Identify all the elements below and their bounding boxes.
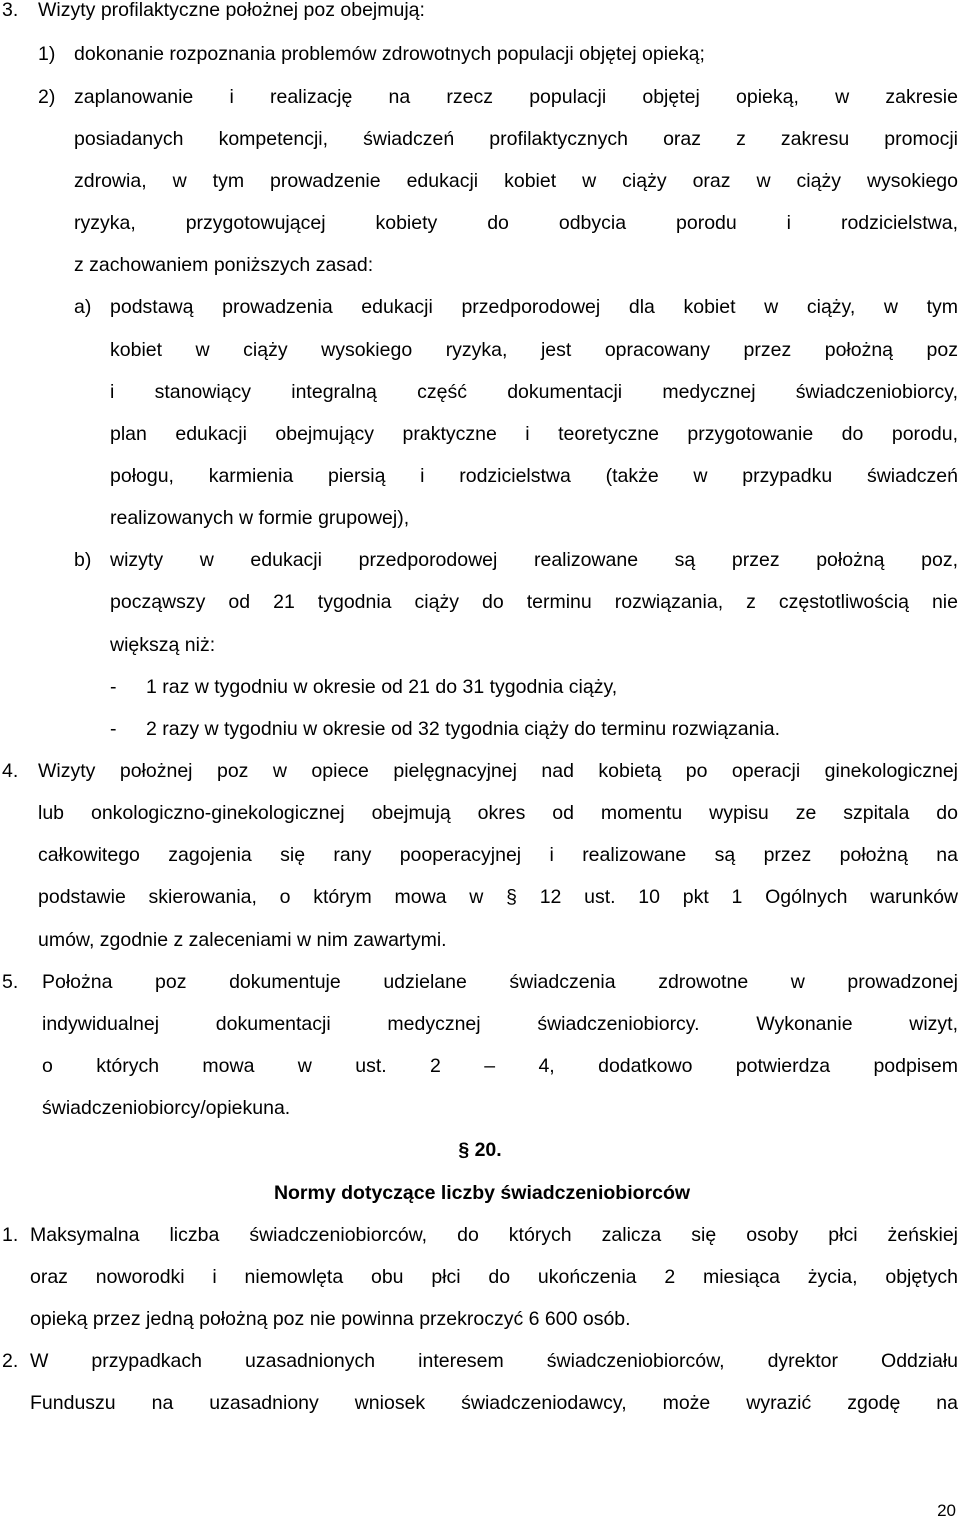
- section-title: Normy dotyczące liczby świadczeniobiorców: [273, 1182, 691, 1204]
- item-a-line-3: i stanowiący integralną część dokumentacji medycznej świadczeniobiorcy,: [110, 381, 958, 403]
- list-marker-3-1: 1): [38, 43, 56, 65]
- item-3-1-line: dokonanie rozpoznania problemów zdrowotnych populacji objętej opieką;: [74, 43, 705, 65]
- page-number: 20: [937, 1501, 956, 1520]
- item-5-line-3: o których mowa w ust. 2 – 4, dodatkowo potwierdza podpisem: [42, 1055, 958, 1077]
- list-marker-3-2: 2): [38, 86, 56, 108]
- item-b-line-1: wizyty w edukacji przedporodowej realizowane są przez położną poz,: [110, 549, 958, 571]
- list-marker-s2: 2.: [2, 1350, 19, 1372]
- item-3-2-line-4: ryzyka, przygotowującej kobiety do odbycia porodu i rodzicielstwa,: [74, 212, 958, 234]
- item-a-line-6: realizowanych w formie grupowej),: [110, 507, 410, 529]
- item-3-2-line-1: zaplanowanie i realizację na rzecz populacji objętej opieką, w zakresie: [74, 86, 958, 108]
- item-4-line-1: Wizyty położnej poz w opiece pielęgnacyjnej nad kobietą po operacji ginekologicznej: [38, 760, 958, 782]
- item-4-line-4: podstawie skierowania, o którym mowa w § 12 ust. 10 pkt 1 Ogólnych warunków: [38, 886, 958, 908]
- list-marker-b: b): [74, 549, 92, 571]
- item-4-line-2: lub onkologiczno-ginekologicznej obejmują okres od momentu wypisu ze szpitala do: [38, 802, 958, 824]
- dash-marker-2: -: [110, 718, 117, 740]
- item-3-line-1: Wizyty profilaktyczne położnej poz obejmują:: [38, 0, 425, 21]
- section-item-1-line-3: opieką przez jedną położną poz nie powinna przekroczyć 6 600 osób.: [30, 1308, 631, 1330]
- section-item-2-line-1: W przypadkach uzasadnionych interesem świadczeniobiorców, dyrektor Oddziału: [30, 1350, 958, 1372]
- item-4-line-5: umów, zgodnie z zaleceniami w nim zawartymi.: [38, 929, 447, 951]
- item-5-line-1: Położna poz dokumentuje udzielane świadczenia zdrowotne w prowadzonej: [42, 971, 958, 993]
- item-a-line-5: połogu, karmienia piersią i rodzicielstwa (także w przypadku świadczeń: [110, 465, 958, 487]
- item-5-line-2: indywidualnej dokumentacji medycznej świadczeniobiorcy. Wykonanie wizyt,: [42, 1013, 958, 1035]
- section-number: § 20.: [458, 1139, 502, 1161]
- list-marker-s1: 1.: [2, 1224, 19, 1246]
- list-marker-3: 3.: [2, 0, 19, 21]
- list-marker-5: 5.: [2, 971, 19, 993]
- list-marker-4: 4.: [2, 760, 19, 782]
- section-item-1-line-1: Maksymalna liczba świadczeniobiorców, do których zalicza się osoby płci żeńskiej: [30, 1224, 958, 1246]
- item-b-line-3: większą niż:: [110, 634, 216, 656]
- item-3-2-line-3: zdrowia, w tym prowadzenie edukacji kobiet w ciąży oraz w ciąży wysokiego: [74, 170, 958, 192]
- item-3-2-line-5: z zachowaniem poniższych zasad:: [74, 254, 374, 276]
- item-3-2-line-2: posiadanych kompetencji, świadczeń profilaktycznych oraz z zakresu promocji: [74, 128, 958, 150]
- dash-item-2: 2 razy w tygodniu w okresie od 32 tygodnia ciąży do terminu rozwiązania.: [146, 718, 781, 740]
- item-b-line-2: począwszy od 21 tygodnia ciąży do terminu rozwiązania, z częstotliwością nie: [110, 591, 958, 613]
- section-item-1-line-2: oraz noworodki i niemowlęta obu płci do ukończenia 2 miesiąca życia, objętych: [30, 1266, 958, 1288]
- item-a-line-4: plan edukacji obejmujący praktyczne i teoretyczne przygotowanie do porodu,: [110, 423, 958, 445]
- section-item-2-line-2: Funduszu na uzasadniony wniosek świadczeniodawcy, może wyrazić zgodę na: [30, 1392, 958, 1414]
- item-a-line-1: podstawą prowadzenia edukacji przedporodowej dla kobiet w ciąży, w tym: [110, 296, 958, 318]
- list-marker-a: a): [74, 296, 92, 318]
- dash-item-1: 1 raz w tygodniu w okresie od 21 do 31 tygodnia ciąży,: [146, 676, 618, 698]
- item-4-line-3: całkowitego zagojenia się rany pooperacyjnej i realizowane są przez położną na: [38, 844, 958, 866]
- item-a-line-2: kobiet w ciąży wysokiego ryzyka, jest opracowany przez położną poz: [110, 339, 958, 361]
- item-5-line-4: świadczeniobiorcy/opiekuna.: [42, 1097, 291, 1119]
- dash-marker-1: -: [110, 676, 117, 698]
